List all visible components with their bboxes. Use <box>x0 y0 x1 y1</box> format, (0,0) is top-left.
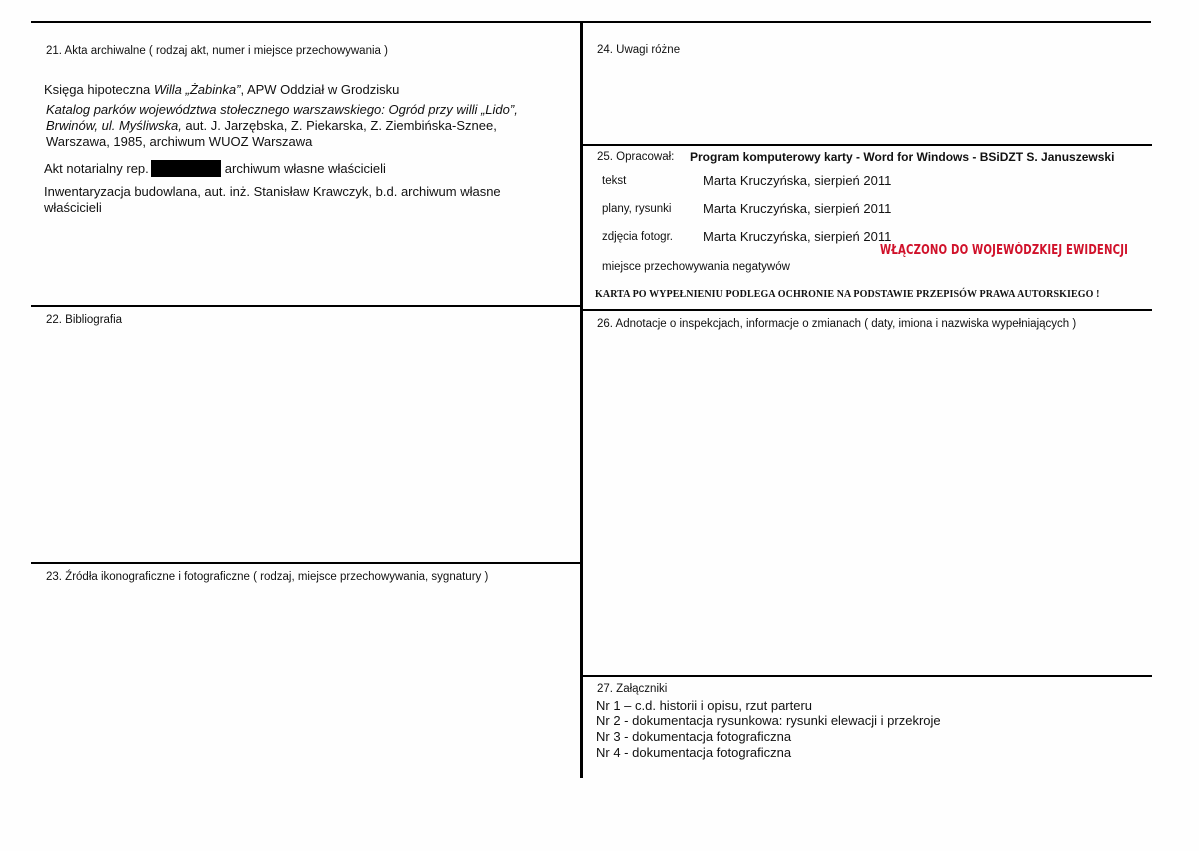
row-plany-label: plany, rysunki <box>602 203 672 215</box>
section-22-header: 22. Bibliografia <box>46 314 123 326</box>
section-21-header: 21. Akta archiwalne ( rodzaj akt, numer i miejsce przechowywania ) <box>46 45 388 57</box>
inwentaryzacja-line-1: Inwentaryzacja budowlana, aut. inż. Stanisław Krawczyk, b.d. archiwum własne <box>44 184 501 199</box>
attachment-4: Nr 4 - dokumentacja fotograficzna <box>596 745 792 760</box>
inwentaryzacja-line-2: właścicieli <box>44 200 102 215</box>
section-25-header: 25. Opracował: <box>597 151 675 163</box>
row-tekst-label: tekst <box>602 175 627 187</box>
rule-24-25 <box>582 144 1152 146</box>
rule-22-23 <box>31 562 581 564</box>
katalog-line-1: Katalog parków województwa stołecznego warszawskiego: Ogród przy willi „Lido”, <box>46 102 518 117</box>
row-zdjecia-label: zdjęcia fotogr. <box>602 231 673 243</box>
rule-25-26 <box>582 309 1152 311</box>
attachment-2: Nr 2 - dokumentacja rysunkowa: rysunki elewacji i przekroje <box>596 713 941 728</box>
katalog-line-2-normal: aut. J. Jarzębska, Z. Piekarska, Z. Ziembińska-Sznee, <box>181 118 497 133</box>
rule-26-27 <box>582 675 1152 677</box>
section-26-header: 26. Adnotacje o inspekcjach, informacje o zmianach ( daty, imiona i nazwiska wypełniających ) <box>597 318 1077 330</box>
row-tekst-value: Marta Kruczyńska, sierpień 2011 <box>703 173 892 188</box>
program-credit: Program komputerowy karty - Word for Windows - BSiDZT S. Januszewski <box>690 150 1115 164</box>
akt-notarialny-archive: archiwum własne właścicieli <box>224 161 386 176</box>
section-24-header: 24. Uwagi różne <box>597 44 681 56</box>
section-27-header: 27. Załączniki <box>597 683 668 695</box>
attachment-3: Nr 3 - dokumentacja fotograficzna <box>596 729 792 744</box>
redaction-block <box>151 160 221 177</box>
ksiega-hipoteczna-line <box>44 82 399 97</box>
section-23-header: 23. Źródła ikonograficzne i fotograficzne ( rodzaj, miejsce przechowywania, sygnatury ) <box>46 571 489 583</box>
copyright-note: KARTA PO WYPEŁNIENIU PODLEGA OCHRONIE NA PODSTAWIE PRZEPISÓW PRAWA AUTORSKIEGO ! <box>595 289 1100 300</box>
ksiega-suffix: , APW Oddział w Grodzisku <box>240 82 400 97</box>
katalog-entry <box>46 102 574 150</box>
ksiega-title: Willa „Żabinka” <box>153 82 241 97</box>
row-plany-value: Marta Kruczyńska, sierpień 2011 <box>703 201 892 216</box>
katalog-line-3: Warszawa, 1985, archiwum WUOZ Warszawa <box>46 134 313 149</box>
katalog-line-2 <box>46 118 574 134</box>
katalog-line-2-italic: Brwinów, ul. Myśliwska, <box>46 118 182 133</box>
attachment-1: Nr 1 – c.d. historii i opisu, rzut parteru <box>596 698 813 713</box>
rule-21-22 <box>31 305 581 307</box>
top-rule <box>31 21 1151 23</box>
row-zdjecia-value: Marta Kruczyńska, sierpień 2011 <box>703 229 892 244</box>
negatywy-label: miejsce przechowywania negatywów <box>602 261 790 273</box>
akt-notarialny-line <box>44 160 386 177</box>
akt-notarialny-label: Akt notarialny rep. <box>44 161 149 176</box>
ksiega-prefix: Księga hipoteczna <box>44 82 154 97</box>
center-divider <box>580 21 583 778</box>
registry-stamp: WŁĄCZONO DO WOJEWÓDZKIEJ EWIDENCJI <box>880 243 1129 258</box>
